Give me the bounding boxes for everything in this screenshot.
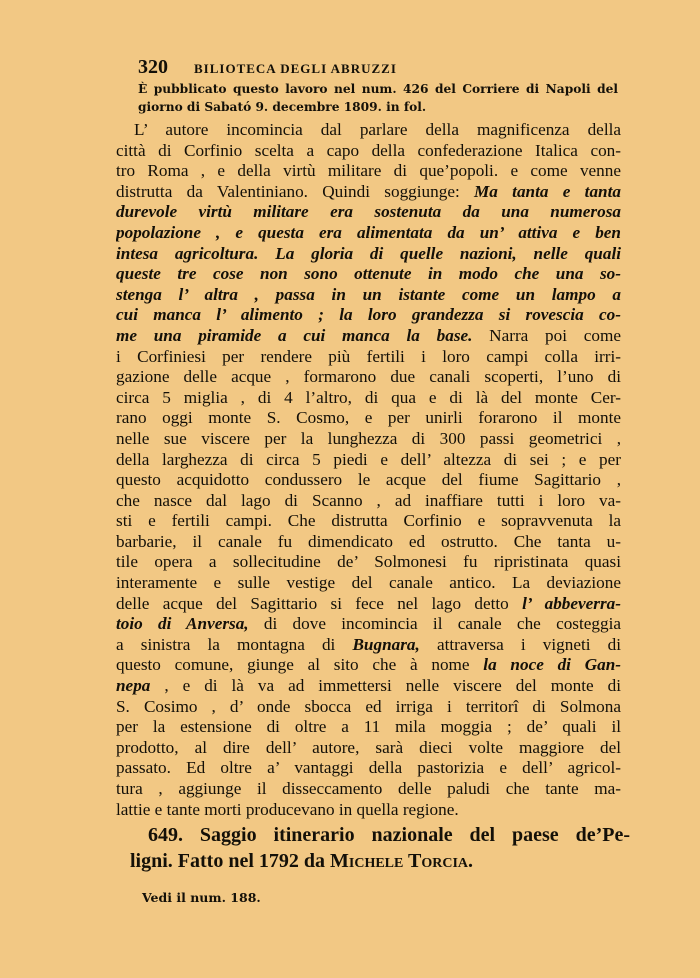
text-segment: tro Roma , e della virtù militare di que’popoli. e come venne — [116, 161, 621, 181]
text-segment: Narra poi come — [472, 325, 621, 345]
text-segment: sti e fertili campi. Che distrutta Corfinio e sopravvenuta la — [116, 511, 621, 531]
body-line — [116, 326, 621, 347]
page-number: 320 — [138, 56, 168, 78]
body-line — [116, 511, 621, 532]
body-line — [116, 347, 621, 368]
text-segment: passato. Ed oltre a’ vantaggi della pastorizia e dell’ agricol- — [116, 758, 621, 778]
body-line — [116, 161, 621, 182]
text-segment: che nasce dal lago di Scanno , ad inaffiare tutti i loro va- — [116, 490, 621, 510]
text-segment: circa 5 miglia , di 4 l’altro, di qua e di là del monte Cer- — [116, 387, 621, 407]
running-title: BILIOTECA DEGLI ABRUZZI — [194, 61, 397, 76]
body-line — [116, 182, 621, 203]
entry-title: Saggio itinerario nazionale del paese de’Pe- — [199, 824, 630, 846]
body-line — [116, 120, 621, 141]
italic-segment: queste tre cose non sono ottenute in modo che una so- — [116, 264, 621, 284]
body-line — [116, 264, 621, 285]
body-line — [116, 532, 621, 553]
body-line — [116, 367, 621, 388]
body-line — [116, 758, 621, 779]
italic-segment: stenga l’ altra , passa in un istante come un lampo a — [116, 284, 621, 304]
body-line — [116, 552, 621, 573]
body-line — [116, 429, 621, 450]
italic-segment: popolazione , e questa era alimentata da un’ attiva e ben — [116, 222, 621, 242]
text-segment: prodotto, al dire dell’ autore, sarà dieci volte maggiore del — [116, 737, 621, 757]
note-line: È pubblicato questo lavoro nel num. 426 del Corriere di Napoli del — [138, 82, 618, 96]
text-segment: nelle sue viscere per la lunghezza di 300 passi geometrici , — [116, 428, 621, 448]
italic-segment: cui manca l’ alimento ; la loro grandezza si rovescia co- — [116, 305, 621, 325]
body-line — [116, 697, 621, 718]
italic-segment: Ma tanta e tanta — [474, 181, 621, 201]
body-line — [116, 244, 621, 265]
body-line — [116, 491, 621, 512]
body-line — [116, 655, 621, 676]
body-line — [116, 141, 621, 162]
text-segment: delle acque del Sagittario si fece nel lago detto — [116, 593, 523, 613]
body-line — [116, 408, 621, 429]
body-line — [116, 635, 621, 656]
entry-line — [130, 822, 630, 848]
text-segment: per la estensione di oltre a 11 mila moggia ; de’ quali il — [116, 717, 621, 737]
text-segment: a sinistra la montagna di — [116, 634, 353, 654]
italic-segment: toio di Anversa, — [116, 614, 249, 634]
text-segment: L’ autore incomincia dal parlare della magnificenza della — [134, 120, 621, 139]
entry-number: 649. — [148, 824, 183, 846]
text-segment: interamente e sulle vestige del canale antico. La deviazione — [116, 573, 621, 593]
text-segment: tura , aggiunge il disseccamento delle paludi che tante ma- — [116, 779, 621, 798]
entry-line — [130, 848, 630, 874]
text-segment: tile opera a sollecitudine de’ Solmonesi fu ripristinata quasi — [116, 552, 621, 572]
text-segment: rano oggi monte S. Cosmo, e per unirli forarono il monte — [116, 408, 621, 428]
text-segment: i Corfiniesi per rendere più fertili i loro campi colla irri- — [116, 346, 621, 366]
italic-segment: Bugnara, — [352, 634, 420, 654]
body-line — [116, 202, 621, 223]
text-segment: della larghezza di circa 5 piedi e dell’ altezza di sei ; e per — [116, 449, 621, 469]
text-segment: di dove incomincia il canale che costeggia — [248, 614, 621, 634]
text-segment: attraversa i vigneti di — [419, 634, 621, 654]
body-line — [116, 470, 621, 491]
body-line — [116, 223, 621, 244]
entry-suffix: . — [468, 850, 474, 872]
text-segment: questo acquidotto condussero le acque del fiume Sagittario , — [116, 470, 621, 490]
body-line — [116, 450, 621, 471]
body-line — [116, 305, 621, 326]
text-segment: città di Corfinio scelta a capo della confederazione Italica con- — [116, 140, 621, 160]
note-line: giorno di Sabató 9. decembre 1809. in fol. — [138, 100, 427, 114]
italic-segment: nepa — [116, 676, 151, 696]
body-line — [116, 285, 621, 306]
text-segment: S. Cosimo , d’ onde sbocca ed irriga i territorî di Solmona — [116, 696, 621, 716]
body-line — [116, 614, 621, 635]
text-segment: gazione delle acque , formarono due canali scoperti, l’uno di — [116, 367, 621, 387]
body-line — [116, 594, 621, 615]
body-line — [116, 800, 621, 821]
text-segment: distrutta da Valentiniano. Quindi soggiunge: — [116, 181, 475, 201]
body-paragraph — [116, 120, 621, 820]
publication-note — [138, 80, 618, 116]
italic-segment: durevole virtù militare era sostenuta da una numerosa — [116, 202, 621, 222]
text-segment: , e di là va ad immettersi nelle viscere del monte di — [150, 676, 621, 696]
body-line — [116, 573, 621, 594]
italic-segment: la noce di Gan- — [483, 655, 621, 675]
entry-title-cont: ligni. Fatto nel 1792 da — [130, 850, 331, 872]
text-segment: lattie e tante morti producevano in quella regione. — [116, 799, 459, 819]
italic-segment: l’ abbeverra- — [522, 593, 621, 613]
body-line — [116, 717, 621, 738]
body-line — [116, 676, 621, 697]
italic-segment: me una piramide a cui manca la base. — [116, 325, 473, 345]
bibliography-entry — [130, 822, 630, 874]
body-line — [116, 388, 621, 409]
italic-segment: intesa agricoltura. La gloria di quelle nazioni, nelle quali — [116, 243, 621, 263]
body-line — [116, 738, 621, 759]
body-line — [116, 779, 621, 800]
text-segment: questo comune, giunge al sito che à nome — [116, 655, 484, 675]
entry-author: Michele Torcia — [330, 850, 469, 872]
cross-reference: Vedi il num. 188. — [142, 890, 261, 905]
page-header — [138, 56, 618, 79]
text-segment: barbarie, il canale fu dimendicato ed ostrutto. Che tanta u- — [116, 531, 621, 551]
